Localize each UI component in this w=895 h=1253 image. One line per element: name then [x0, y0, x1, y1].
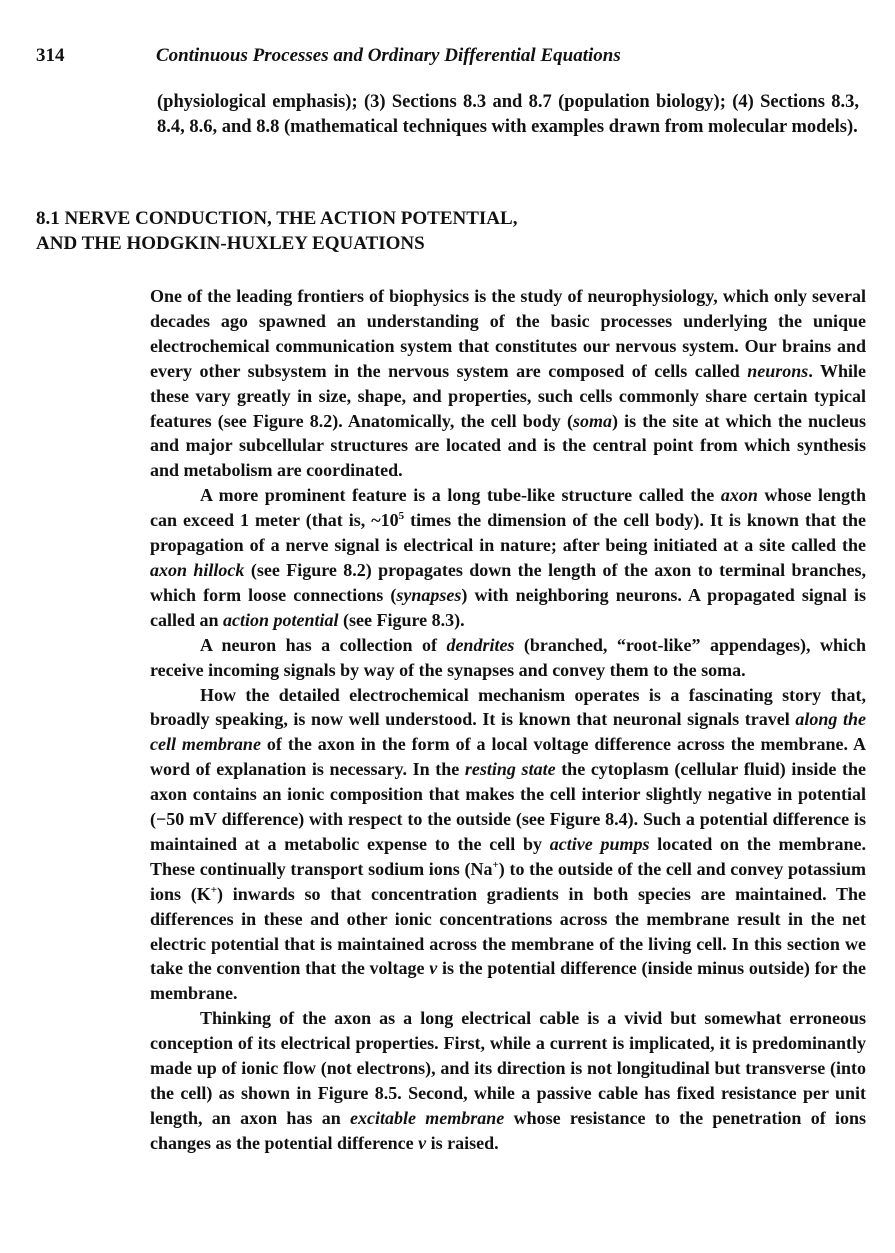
paragraph-3: A neuron has a collection of dendrites (branched, “root-like” appendages), which receive incoming signals by way of the synapses and convey them to the soma.: [150, 634, 866, 680]
running-head: [36, 44, 855, 68]
paragraph-2: A more prominent feature is a long tube-like structure called the axon whose length can exceed 1 meter (that is, $\sim 10^5$ times the dimension of the cell body). It is known that the propagation of a nerve signal is electrical in nature; after being initiated at a site called the axon hillock (see Figure 8.2) propagates down the length of the axon to terminal branches, which form loose connections (synapses) with neighboring neurons. A propagated signal is called an action potential (see Figure 8.3).: [150, 485, 866, 630]
section-body: [150, 284, 866, 1156]
section-heading-line-1: 8.1 NERVE CONDUCTION, THE ACTION POTENTIAL,: [36, 208, 518, 229]
intro-paragraph: (physiological emphasis); (3) Sections 8.3 and 8.7 (population biology); (4) Sections 8.3, 8.4, 8.6, and 8.8 (mathematical techniques with examples drawn from molecular models).: [157, 92, 859, 137]
page-number: 314: [36, 45, 65, 66]
running-title: Continuous Processes and Ordinary Differential Equations: [156, 45, 621, 66]
section-heading: [36, 206, 736, 256]
paragraph-4: How the detailed electrochemical mechanism operates is a fascinating story that, broadly speaking, is now well understood. It is known that neuronal signals travel along the cell membrane of the axon in the form of a local voltage difference across the membrane. A word of explanation is necessary. In the resting state the cytoplasm (cellular fluid) inside the axon contains an ionic composition that makes the cell interior slightly negative in potential (−50 mV difference) with respect to the outside (see Figure 8.4). Such a potential difference is maintained at a metabolic expense to the cell by active pumps located on the membrane. These continually transport sodium ions (Na+) to the outside of the cell and convey potassium ions (K+) inwards so that concentration gradients in both species are maintained. The differences in these and other ionic concentrations across the membrane result in the net electric potential that is maintained across the membrane of the living cell. In this section we take the convention that the voltage v is the potential difference (inside minus outside) for the membrane.: [150, 684, 866, 1004]
section-heading-line-2: AND THE HODGKIN-HUXLEY EQUATIONS: [36, 233, 425, 254]
paragraph-1: One of the leading frontiers of biophysics is the study of neurophysiology, which only several decades ago spawned an understanding of the basic processes underlying the unique electrochemical communication system that constitutes our nervous system. Our brains and every other subsystem in the nervous system are composed of cells called neurons. While these vary greatly in size, shape, and properties, such cells commonly share certain typical features (see Figure 8.2). Anatomically, the cell body (soma) is the site at which the nucleus and major subcellular structures are located and is the central point from which synthesis and metabolism are coordinated.: [150, 286, 866, 481]
paragraph-5: Thinking of the axon as a long electrical cable is a vivid but somewhat erroneous conception of its electrical properties. First, while a current is implicated, it is predominantly made up of ionic flow (not electrons), and its direction is not longitudinal but transverse (into the cell) as shown in Figure 8.5. Second, while a passive cable has fixed resistance per unit length, an axon has an excitable membrane whose resistance to the penetration of ions changes as the potential difference v is raised.: [150, 1008, 866, 1153]
